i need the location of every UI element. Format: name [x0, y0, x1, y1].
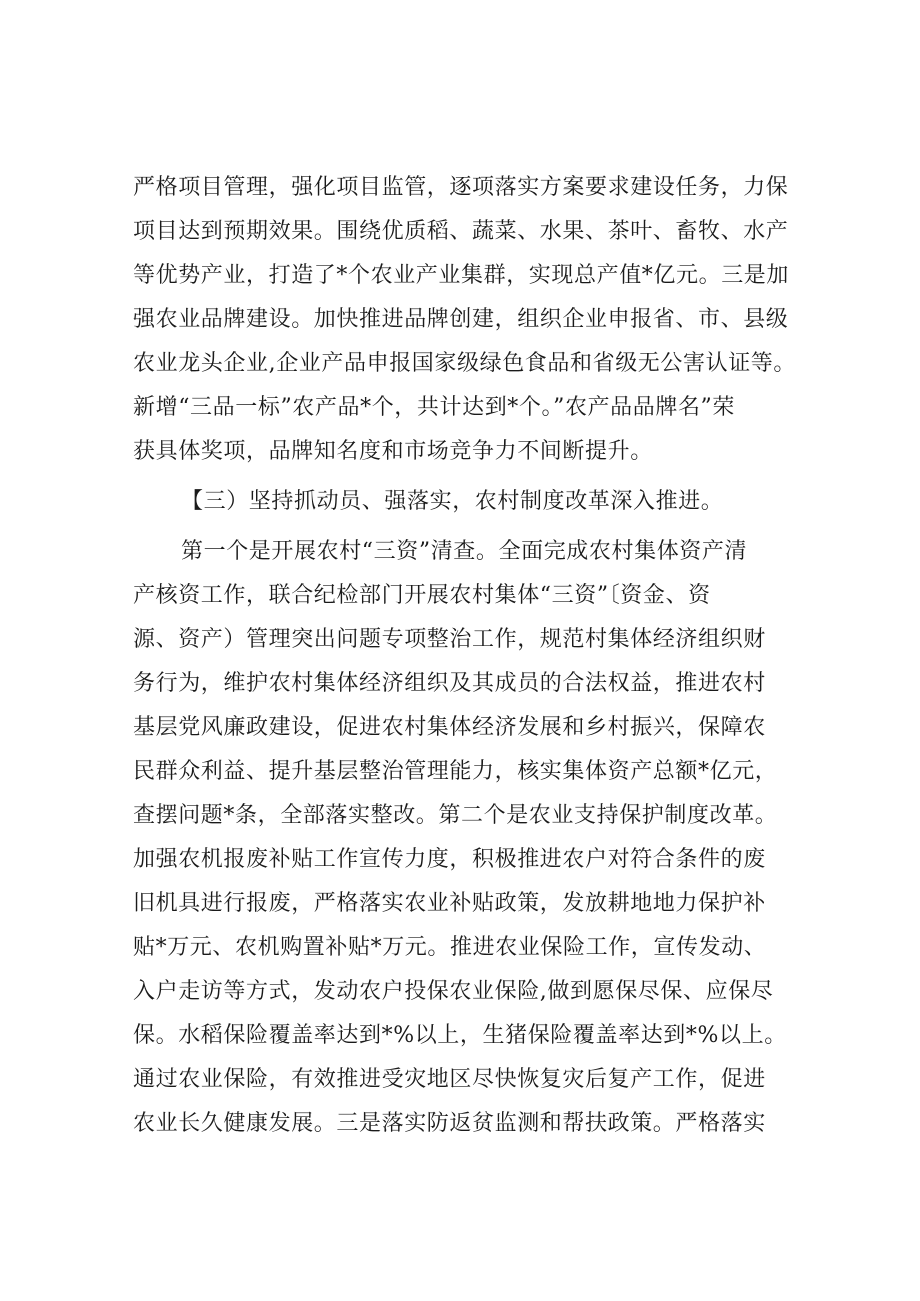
text-line: 产核资工作，联合纪检部门开展农村集体“三资”〔资金、资: [133, 583, 711, 608]
text-line: 务行为，维护农村集体经济组织及其成员的合法权益，推进农村: [133, 671, 766, 696]
section-heading: 【三）坚持抓动员、强落实，农村制度改革深入推进。: [181, 489, 724, 514]
text-line: 第一个是开展农村“三资”清查。全面完成农村集体资产清: [181, 539, 748, 564]
text-line: 等优势产业，打造了*个农业产业集群，实现总产值*亿元。三是加: [133, 263, 790, 288]
text-line: 旧机具进行报废，严格落实农业补贴政策，发放耕地地力保护补: [133, 891, 766, 916]
text-line: 贴*万元、农机购置补贴*万元。推进农业保险工作，宣传发动、: [133, 935, 767, 960]
paragraph-2: [133, 530, 793, 1146]
text-line: 新增“三品一标”农产品*个，共计达到*个。”农产品品牌名”荣: [133, 395, 735, 420]
text-line: 农业长久健康发展。三是落实防返贫监测和帮扶政策。严格落实: [133, 1111, 766, 1136]
text-line: 严格项目管理，强化项目监管，逐项落实方案要求建设任务，力保: [133, 175, 789, 200]
text-line: 强农业品牌建设。加快推进品牌创建，组织企业申报省、市、县级: [133, 307, 789, 332]
text-line: 获具体奖项，品牌知名度和市场竞争力不间断提升。: [133, 439, 653, 464]
text-line: 入户走访等方式，发动农户投保农业保险,做到愿保尽保、应保尽: [133, 979, 774, 1004]
text-line: 通过农业保险，有效推进受灾地区尽快恢复灾后复产工作，促进: [133, 1067, 766, 1092]
text-line: 加强农机报废补贴工作宣传力度，积极推进农户对符合条件的废: [133, 847, 766, 872]
document-body: [133, 166, 796, 1146]
text-line: 农业龙头企业,企业产品申报国家级绿色食品和省级无公害认证等。: [133, 351, 796, 376]
text-line: 基层党风廉政建设，促进农村集体经济发展和乡村振兴，保障农: [133, 715, 766, 740]
text-line: 保。水稻保险覆盖率达到*%以上，生猪保险覆盖率达到*%以上。: [133, 1023, 787, 1048]
text-line: 项目达到预期效果。围绕优质稻、蔬菜、水果、茶叶、畜牧、水产: [133, 219, 789, 244]
text-line: 民群众利益、提升基层整治管理能力，核实集体资产总额*亿元，: [133, 759, 778, 784]
text-line: 查摆问题*条，全部落实整改。第二个是农业支持保护制度改革。: [133, 803, 778, 828]
text-line: 源、资产）管理突出问题专项整治工作，规范村集体经济组织财: [133, 627, 766, 652]
paragraph-1: [133, 166, 796, 474]
